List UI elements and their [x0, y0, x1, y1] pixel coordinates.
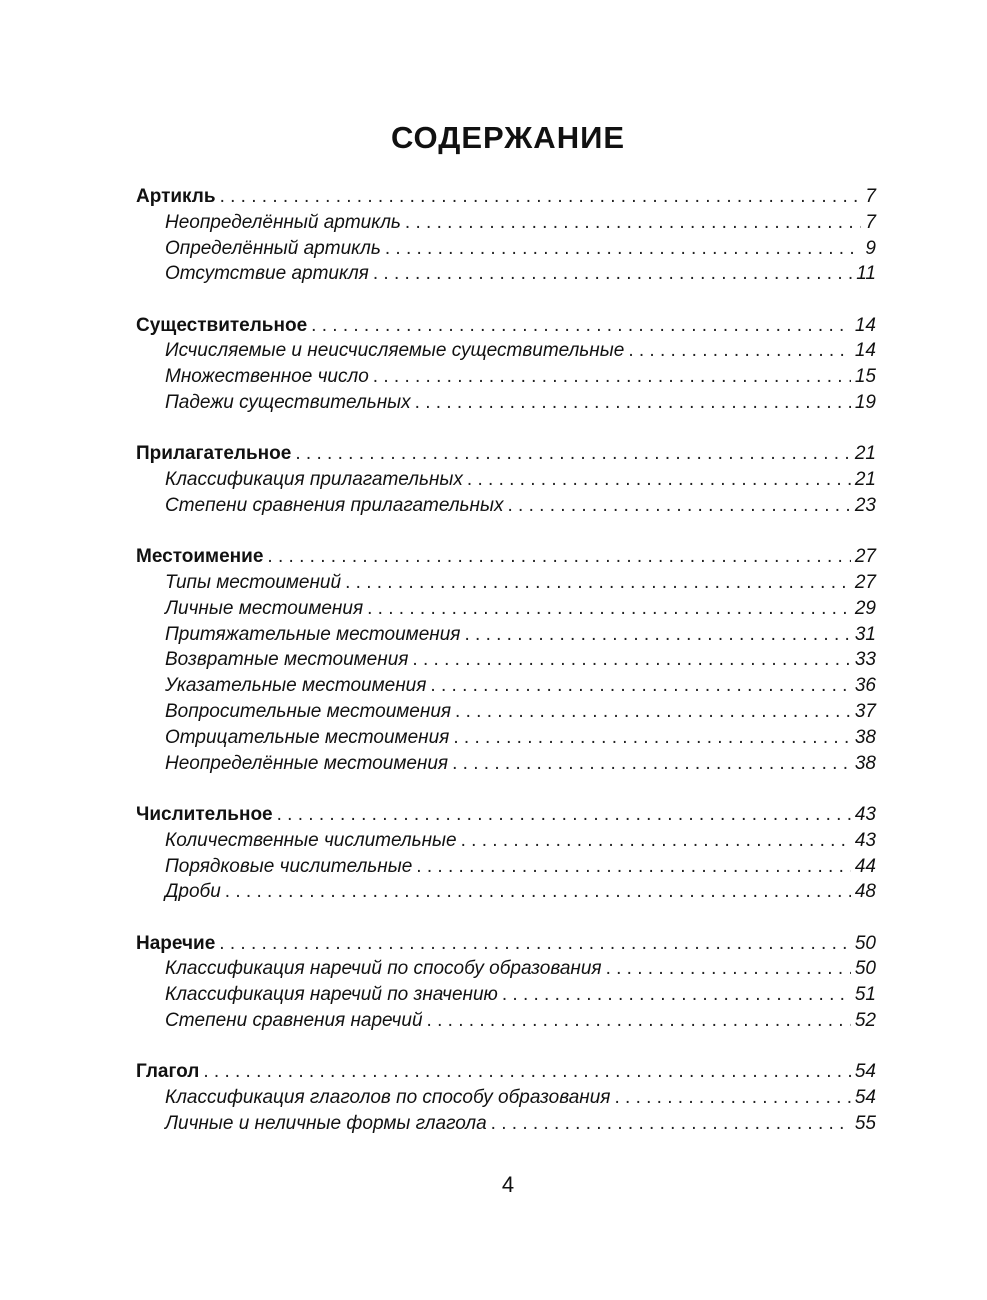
page-number: 4 [501, 1172, 515, 1197]
dot-leader [295, 443, 851, 465]
toc-entry-label: Наречие [136, 932, 216, 954]
dot-leader [507, 495, 850, 517]
toc-entry-page: 54 [854, 1061, 876, 1083]
dot-leader [373, 263, 852, 285]
toc-entry-page: 27 [854, 572, 876, 594]
dot-leader [277, 804, 851, 826]
dot-leader [311, 315, 851, 337]
toc-section-heading[interactable] [136, 186, 876, 212]
toc-entry-page: 43 [854, 829, 876, 851]
toc-entry-page: 23 [854, 494, 876, 516]
toc-subentry[interactable] [136, 238, 876, 264]
dot-leader [427, 1010, 851, 1032]
dot-leader [373, 366, 851, 388]
toc-entry-page: 51 [854, 984, 876, 1006]
toc-section [136, 443, 876, 520]
toc-entry-label: Отсутствие артикля [165, 263, 369, 285]
page-title: СОДЕРЖАНИЕ [390, 120, 626, 155]
toc-entry-page: 15 [854, 366, 876, 388]
toc-entry-label: Падежи существительных [165, 392, 411, 414]
table-of-contents [136, 186, 876, 1164]
toc-subentry[interactable] [136, 624, 876, 650]
dot-leader [203, 1061, 851, 1083]
toc-entry-label: Артикль [136, 186, 216, 207]
toc-subentry[interactable] [136, 958, 876, 984]
toc-subentry[interactable] [136, 1113, 876, 1139]
dot-leader [220, 186, 862, 208]
toc-entry-page: 48 [854, 881, 876, 903]
toc-subentry[interactable] [136, 469, 876, 495]
toc-subentry[interactable] [136, 881, 876, 907]
dot-leader [412, 649, 850, 671]
dot-leader [219, 933, 851, 955]
toc-section [136, 804, 876, 907]
toc-section [136, 933, 876, 1036]
dot-leader [455, 701, 851, 723]
toc-entry-label: Количественные числительные [165, 829, 457, 851]
toc-entry-label: Классификация прилагательных [165, 469, 463, 491]
toc-subentry[interactable] [136, 392, 876, 418]
toc-entry-label: Определённый артикль [165, 237, 381, 259]
toc-section [136, 1061, 876, 1138]
toc-subentry[interactable] [136, 753, 876, 779]
toc-entry-label: Неопределённый артикль [165, 211, 401, 233]
toc-entry-label: Возвратные местоимения [165, 649, 409, 671]
toc-subentry[interactable] [136, 263, 876, 289]
toc-subentry[interactable] [136, 340, 876, 366]
toc-entry-page: 9 [865, 237, 876, 259]
toc-section-heading[interactable] [136, 933, 876, 959]
toc-entry-page: 52 [854, 1010, 876, 1032]
dot-leader [464, 624, 850, 646]
dot-leader [502, 984, 851, 1006]
toc-entry-page: 14 [854, 314, 876, 336]
toc-entry-page: 54 [854, 1087, 876, 1109]
toc-subentry[interactable] [136, 598, 876, 624]
toc-entry-label: Множественное число [165, 366, 369, 388]
toc-subentry[interactable] [136, 1010, 876, 1036]
toc-entry-label: Исчисляемые и неисчисляемые существительные [165, 340, 625, 362]
dot-leader [461, 830, 851, 852]
dot-leader [267, 546, 850, 568]
dot-leader [415, 392, 851, 414]
dot-leader [606, 958, 851, 980]
toc-entry-label: Порядковые числительные [165, 855, 413, 877]
toc-subentry[interactable] [136, 212, 876, 238]
toc-section-heading[interactable] [136, 315, 876, 341]
toc-entry-page: 55 [854, 1112, 876, 1134]
toc-entry-label: Вопросительные местоимения [165, 701, 452, 723]
dot-leader [405, 212, 862, 234]
toc-entry-page: 36 [854, 675, 876, 697]
toc-entry-page: 38 [854, 726, 876, 748]
toc-entry-page: 7 [865, 186, 876, 207]
toc-entry-label: Указательные местоимения [165, 675, 427, 697]
dot-leader [225, 881, 851, 903]
toc-entry-label: Классификация наречий по значению [165, 984, 498, 1006]
toc-section-heading[interactable] [136, 443, 876, 469]
toc-entry-page: 11 [856, 263, 876, 285]
dot-leader [628, 340, 851, 362]
toc-entry-page: 50 [854, 932, 876, 954]
toc-entry-page: 37 [854, 701, 876, 723]
dot-leader [345, 572, 851, 594]
toc-subentry[interactable] [136, 830, 876, 856]
dot-leader [430, 675, 850, 697]
toc-entry-label: Отрицательные местоимения [165, 726, 450, 748]
toc-entry-label: Притяжательные местоимения [165, 623, 461, 645]
dot-leader [452, 753, 851, 775]
toc-section [136, 546, 876, 778]
toc-entry-label: Местоимение [136, 546, 264, 568]
toc-section [136, 186, 876, 289]
toc-entry-page: 14 [854, 340, 876, 362]
toc-subentry[interactable] [136, 701, 876, 727]
toc-entry-page: 50 [854, 958, 876, 980]
toc-subentry[interactable] [136, 366, 876, 392]
toc-subentry[interactable] [136, 649, 876, 675]
toc-entry-label: Личные и неличные формы глагола [165, 1112, 487, 1134]
toc-subentry[interactable] [136, 727, 876, 753]
toc-section-heading[interactable] [136, 546, 876, 572]
toc-section-heading[interactable] [136, 804, 876, 830]
toc-entry-page: 44 [854, 855, 876, 877]
toc-entry-page: 33 [854, 649, 876, 671]
toc-entry-page: 7 [865, 211, 876, 233]
toc-section [136, 315, 876, 418]
toc-entry-page: 29 [854, 597, 876, 619]
toc-entry-label: Степени сравнения прилагательных [165, 494, 504, 516]
toc-entry-label: Степени сравнения наречий [165, 1010, 423, 1032]
dot-leader [367, 598, 851, 620]
toc-subentry[interactable] [136, 856, 876, 882]
dot-leader [416, 856, 851, 878]
toc-subentry[interactable] [136, 984, 876, 1010]
dot-leader [385, 238, 862, 260]
toc-section-heading[interactable] [136, 1061, 876, 1087]
toc-entry-label: Глагол [136, 1061, 200, 1083]
toc-entry-label: Неопределённые местоимения [165, 752, 449, 774]
toc-subentry[interactable] [136, 1087, 876, 1113]
toc-entry-page: 27 [854, 546, 876, 568]
toc-entry-label: Классификация глаголов по способу образования [165, 1087, 611, 1109]
toc-entry-label: Прилагательное [136, 443, 292, 465]
dot-leader [453, 727, 851, 749]
toc-entry-page: 21 [854, 443, 876, 465]
dot-leader [614, 1087, 850, 1109]
toc-entry-label: Личные местоимения [165, 597, 364, 619]
toc-subentry[interactable] [136, 675, 876, 701]
dot-leader [467, 469, 851, 491]
toc-entry-label: Классификация наречий по способу образования [165, 958, 602, 980]
toc-entry-page: 43 [854, 803, 876, 825]
dot-leader [491, 1113, 851, 1135]
toc-entry-label: Существительное [136, 314, 308, 336]
toc-entry-label: Типы местоимений [165, 572, 342, 594]
toc-entry-page: 38 [854, 752, 876, 774]
toc-subentry[interactable] [136, 495, 876, 521]
toc-entry-page: 21 [854, 469, 876, 491]
toc-entry-label: Дроби [165, 881, 221, 903]
toc-subentry[interactable] [136, 572, 876, 598]
toc-entry-page: 31 [854, 623, 876, 645]
toc-entry-label: Числительное [136, 803, 273, 825]
toc-entry-page: 19 [854, 392, 876, 414]
